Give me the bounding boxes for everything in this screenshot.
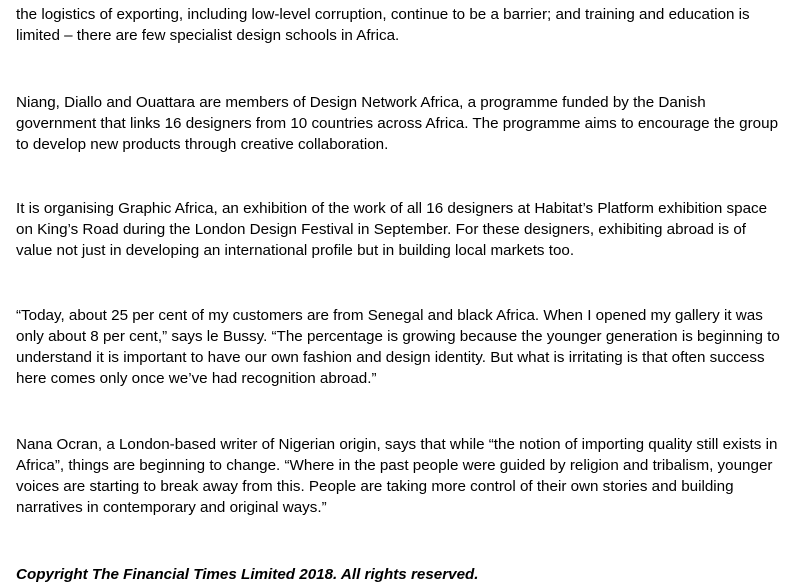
paragraph-graphic-africa: It is organising Graphic Africa, an exhibition of the work of all 16 designers at Habitat’s Platform exhibition space on King’s Road during the London Design Festival in September. For these designers, exhibiting abroad is of value not just in developing an international profile but in building local markets too. [16,200,768,259]
copyright-notice: Copyright The Financial Times Limited 2018. All rights reserved. [16,566,479,583]
paragraph-design-network: Niang, Diallo and Ouattara are members of Design Network Africa, a programme funded by the Danish government that links 16 designers from 10 countries across Africa. The programme aims to encourage the group to develop new products through creative collaboration. [16,94,779,153]
paragraph-logistics: the logistics of exporting, including low-level corruption, continue to be a barrier; and training and education is limited – there are few specialist design schools in Africa. [16,6,750,44]
paragraph-le-bussy-quote: “Today, about 25 per cent of my customers are from Senegal and black Africa. When I opened my gallery it was only about 8 per cent,” says le Bussy. “The percentage is growing because the younger generation is beginning to understand it is important to have our own fashion and design identity. But what is irritating is that often success here comes only once we’ve had recognition abroad.” [16,307,780,387]
paragraph-nana-ocran: Nana Ocran, a London-based writer of Nigerian origin, says that while “the notion of importing quality still exists in Africa”, things are beginning to change. “Where in the past people were guided by religion and tribalism, younger voices are starting to break away from this. People are taking more control of their own stories and building narratives in contemporary and original ways.” [16,436,778,516]
